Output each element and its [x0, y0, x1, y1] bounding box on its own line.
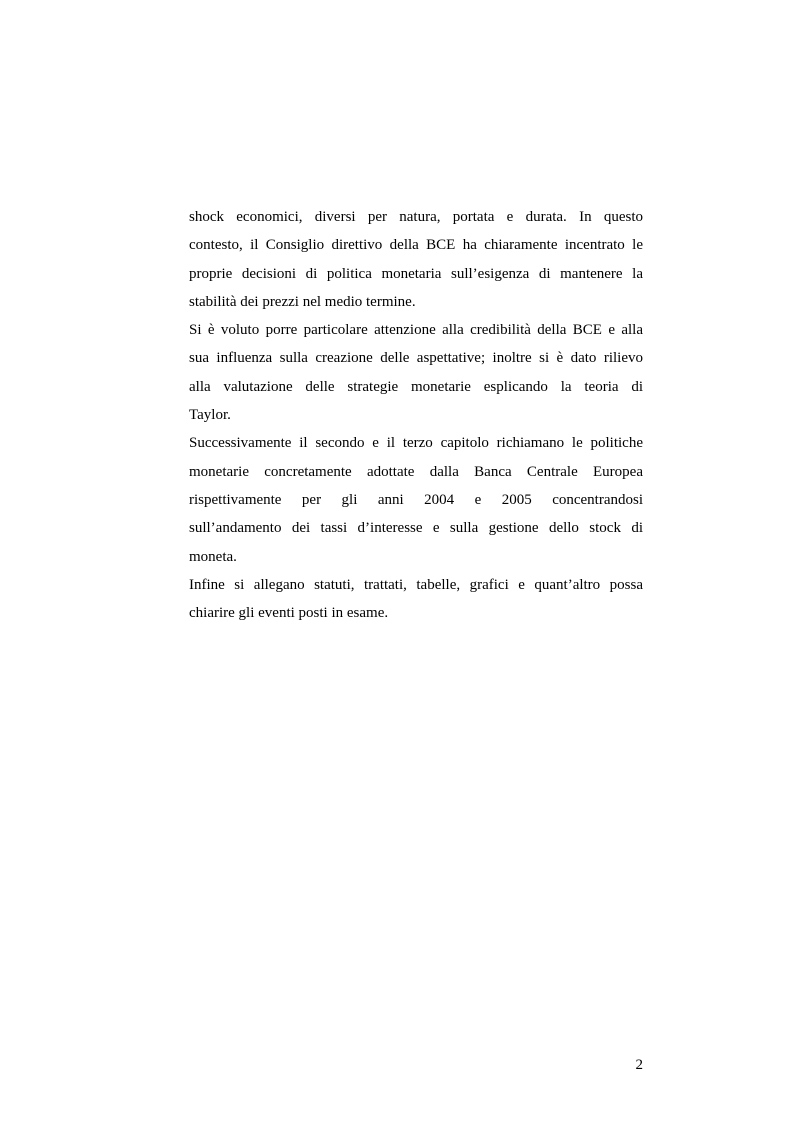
text-line: Successivamente il secondo e il terzo capitolo richiamano le politiche [189, 435, 643, 452]
text-line: sull’andamento dei tassi d’interesse e sulla gestione dello stock di [189, 520, 643, 537]
text-line: monetarie concretamente adottate dalla Banca Centrale Europea [189, 463, 643, 480]
page-number: 2 [635, 1057, 643, 1073]
text-line: chiarire gli eventi posti in esame. [189, 605, 389, 622]
paragraph-2 [189, 316, 643, 429]
paragraph-3 [189, 429, 643, 570]
text-line: Taylor. [189, 407, 231, 424]
text-line: Infine si allegano statuti, trattati, tabelle, grafici e quant’altro possa [189, 576, 643, 593]
paragraph-1 [189, 203, 643, 316]
text-line: sua influenza sulla creazione delle aspettative; inoltre si è dato rilievo [189, 350, 643, 367]
text-line: proprie decisioni di politica monetaria sull’esigenza di mantenere la [189, 265, 643, 282]
paragraph-4 [189, 571, 643, 628]
text-line: contesto, il Consiglio direttivo della BCE ha chiaramente incentrato le [189, 237, 643, 254]
body-text [189, 203, 643, 627]
text-line: stabilità dei prezzi nel medio termine. [189, 293, 416, 310]
text-line: shock economici, diversi per natura, portata e durata. In questo [189, 209, 643, 225]
text-line: Si è voluto porre particolare attenzione alla credibilità della BCE e alla [189, 322, 643, 339]
text-line: alla valutazione delle strategie monetarie esplicando la teoria di [189, 378, 643, 395]
text-line: rispettivamente per gli anni 2004 e 2005 concentrandosi [189, 491, 643, 508]
text-line: moneta. [189, 548, 237, 565]
